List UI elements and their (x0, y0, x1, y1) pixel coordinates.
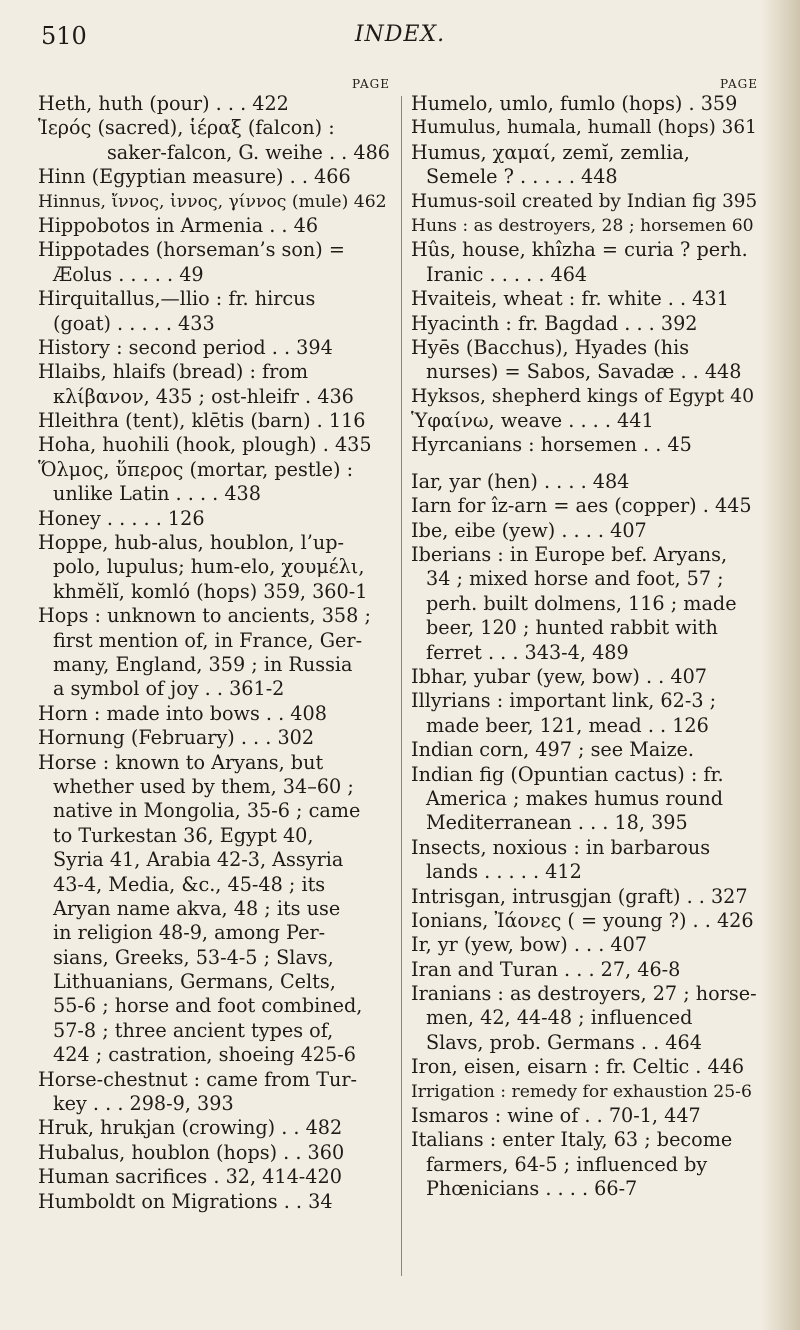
index-line: sians, Greeks, 53-4-5 ; Slavs, (53, 945, 334, 969)
index-line: polo, lupulus; hum-elo, χουμέλι, (53, 555, 365, 579)
index-line: Illyrians : important link, 62-3 ; (411, 689, 717, 713)
index-line: Syria 41, Arabia 42-3, Assyria (53, 848, 344, 872)
index-line: Hlaibs, hlaifs (bread) : from (38, 360, 309, 384)
index-line: 43-4, Media, &c., 45-48 ; its (53, 872, 326, 896)
index-line: America ; makes humus round (426, 786, 724, 810)
index-line: Ir, yr (yew, bow) . . . 407 (411, 933, 648, 957)
index-line: Iberians : in Europe bef. Aryans, (411, 543, 728, 567)
index-line: native in Mongolia, 35-6 ; came (53, 799, 361, 823)
index-column-left (38, 76, 390, 1214)
index-line: Intrisgan, intrusgjan (graft) . . 327 (411, 884, 748, 908)
index-line: Humus-soil created by Indian fig 395 (411, 190, 758, 212)
index-line: Hyksos, shepherd kings of Egypt 40 (411, 385, 755, 407)
index-line: Ὑφαίνω, weave . . . . 441 (411, 409, 654, 433)
index-line: Hûs, house, khîzha = curia ? perh. (411, 238, 748, 262)
index-line: Insects, noxious : in barbarous (411, 835, 711, 859)
index-line: many, England, 359 ; in Russia (53, 652, 353, 676)
index-line: Ὅλμος, ὕπερος (mortar, pestle) : (38, 457, 354, 481)
index-line: Horn : made into bows . . 408 (38, 701, 327, 725)
index-line: ferret . . . 343-4, 489 (426, 640, 629, 664)
index-line: Æolus . . . . . 49 (53, 262, 204, 286)
index-line: Ionians, Ἰάονες ( = young ?) . . 426 (411, 908, 754, 932)
index-line: (goat) . . . . . 433 (53, 311, 215, 335)
index-line: Iranians : as destroyers, 27 ; horse- (411, 982, 757, 1006)
index-line: Semele ? . . . . . 448 (426, 165, 618, 189)
index-line: Humus, χαμαί, zemĭ, zemlia, (411, 140, 690, 164)
index-line: Iron, eisen, eisarn : fr. Celtic . 446 (411, 1055, 745, 1079)
index-line: Horse-chestnut : came from Tur- (38, 1067, 358, 1091)
index-line: Heth, huth (pour) . . . 422 (38, 92, 289, 115)
index-line: Hippobotos in Armenia . . 46 (38, 213, 319, 237)
page-edge (760, 0, 800, 1330)
index-line: nurses) = Sabos, Savadæ . . 448 (426, 360, 742, 384)
index-line: Aryan name akva, 48 ; its use (53, 896, 341, 920)
index-line: Iarn for îz-arn = aes (copper) . 445 (411, 494, 752, 518)
index-line: Hruk, hrukjan (crowing) . . 482 (38, 1116, 343, 1140)
index-line: unlike Latin . . . . 438 (53, 482, 261, 506)
index-line: 34 ; mixed horse and foot, 57 ; (426, 567, 724, 591)
index-line: 57-8 ; three ancient types of, (53, 1018, 334, 1042)
index-line: Iran and Turan . . . 27, 46-8 (411, 957, 681, 981)
index-line: Hleithra (tent), klētis (barn) . 116 (38, 409, 366, 433)
index-line: first mention of, in France, Ger- (53, 628, 363, 652)
index-line: Hyacinth : fr. Bagdad . . . 392 (411, 311, 698, 335)
index-line: Ἱερός (sacred), ἱέραξ (falcon) : (38, 116, 335, 140)
index-line: to Turkestan 36, Egypt 40, (53, 823, 314, 847)
index-line: Hyrcanians : horsemen . . 45 (411, 433, 692, 457)
index-line: Humelo, umlo, fumlo (hops) . 359 (411, 92, 738, 115)
index-line: lands . . . . . 412 (426, 860, 582, 884)
index-line: saker-falcon, G. weihe . . 486 (106, 140, 390, 164)
index-line: Hirquitallus,—llio : fr. hircus (38, 287, 316, 311)
index-line: Ibe, eibe (yew) . . . . 407 (411, 518, 647, 542)
index-line: Hubalus, houblon (hops) . . 360 (38, 1140, 345, 1164)
index-line: κλίβανον, 435 ; ost-hleifr . 436 (53, 384, 354, 408)
index-line: Iranic . . . . . 464 (426, 262, 588, 286)
index-line: Hinn (Egyptian measure) . . 466 (38, 165, 351, 189)
index-line: 424 ; castration, shoeing 425-6 (53, 1043, 356, 1067)
index-line: Hyēs (Bacchus), Hyades (his (411, 335, 690, 359)
index-line: key . . . 298-9, 393 (53, 1092, 234, 1116)
index-line: Lithuanians, Germans, Celts, (53, 970, 336, 994)
index-line: Humboldt on Migrations . . 34 (38, 1189, 333, 1213)
index-line: Indian fig (Opuntian cactus) : fr. (411, 762, 724, 786)
index-line: Mediterranean . . . 18, 395 (426, 811, 688, 835)
index-line: Italians : enter Italy, 63 ; become (411, 1128, 733, 1152)
page-column-label: PAGE (720, 77, 758, 91)
index-column-right (411, 76, 758, 1202)
index-line: Human sacrifices . 32, 414-420 (38, 1165, 342, 1189)
index-line: khmĕlĭ, komló (hops) 359, 360-1 (53, 579, 368, 603)
index-line: perh. built dolmens, 116 ; made (426, 591, 737, 615)
index-line: Hinnus, ἴννος, ἰννος, γίννος (mule) 462 (38, 191, 387, 212)
index-line: Hippotades (horseman’s son) = (38, 238, 345, 262)
index-line: whether used by them, 34–60 ; (53, 774, 354, 798)
index-line: Horse : known to Aryans, but (38, 750, 324, 774)
index-line: History : second period . . 394 (38, 335, 333, 359)
index-line: Ismaros : wine of . . 70-1, 447 (411, 1104, 701, 1128)
index-line: Hvaiteis, wheat : fr. white . . 431 (411, 287, 729, 311)
index-line: Honey . . . . . 126 (38, 506, 205, 530)
index-line: Irrigation : remedy for exhaustion 25-6 (411, 1081, 752, 1102)
index-line: Huns : as destroyers, 28 ; horsemen 60 (411, 215, 754, 236)
page-column-label: PAGE (352, 77, 390, 91)
index-line: Iar, yar (hen) . . . . 484 (411, 469, 630, 493)
index-line: made beer, 121, mead . . 126 (426, 713, 709, 737)
index-line: Indian corn, 497 ; see Maize. (411, 738, 695, 762)
index-line: Ibhar, yubar (yew, bow) . . 407 (411, 664, 707, 688)
index-line: in religion 48-9, among Per- (53, 921, 326, 945)
index-line: Slavs, prob. Germans . . 464 (426, 1030, 702, 1054)
column-divider (401, 96, 402, 1276)
index-line: Humulus, humala, humall (hops) 361 (411, 117, 757, 139)
page-number: 510 (41, 22, 87, 50)
index-line: 55-6 ; horse and foot combined, (53, 994, 363, 1018)
index-line: Phœnicians . . . . 66-7 (426, 1177, 638, 1201)
index-line: Hoppe, hub-alus, houblon, l’up- (38, 531, 345, 555)
index-line: beer, 120 ; hunted rabbit with (426, 616, 718, 640)
index-line: farmers, 64-5 ; influenced by (426, 1152, 708, 1176)
index-line: a symbol of joy . . 361-2 (53, 677, 285, 701)
page-header (0, 22, 800, 62)
index-line: Hornung (February) . . . 302 (38, 726, 315, 750)
index-line: men, 42, 44-48 ; influenced (426, 1006, 693, 1030)
letter-section-gap (411, 458, 758, 470)
index-line: Hops : unknown to ancients, 358 ; (38, 604, 371, 628)
running-title: INDEX. (354, 22, 446, 47)
index-line: Hoha, huohili (hook, plough) . 435 (38, 433, 372, 457)
